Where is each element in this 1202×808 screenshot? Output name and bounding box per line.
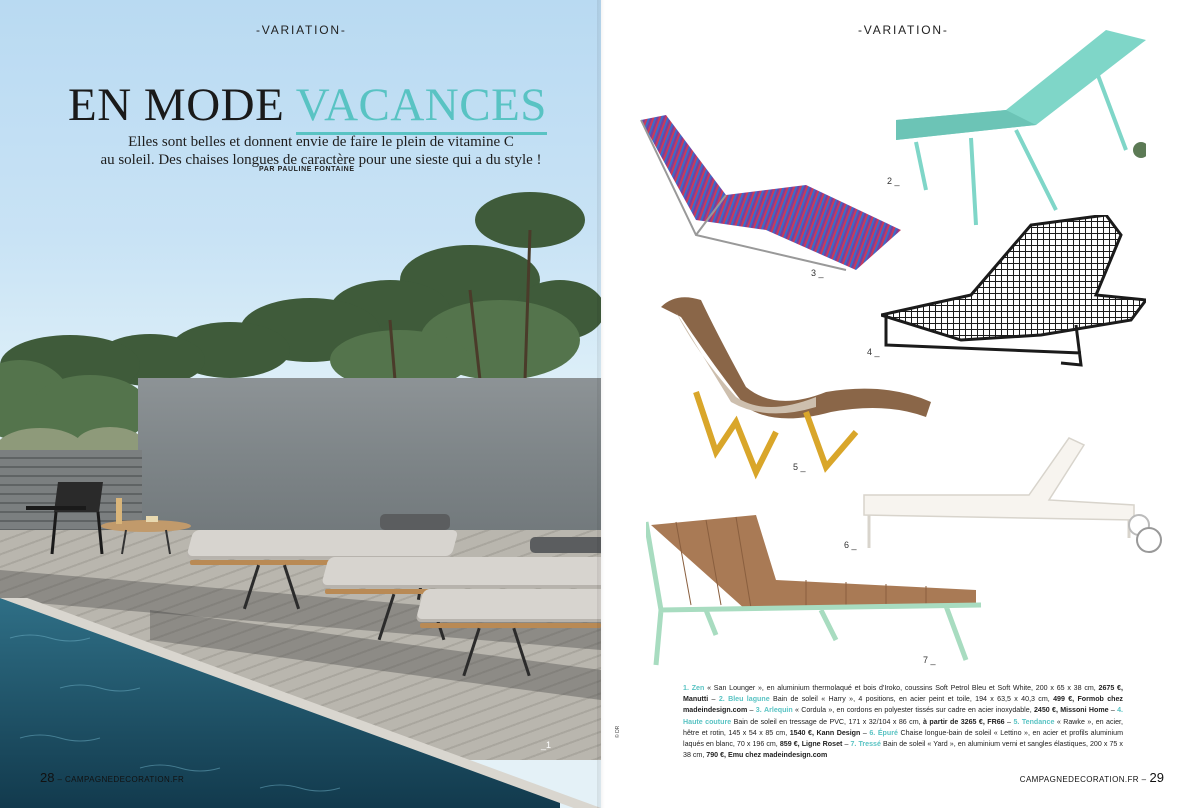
caption-5: 5. Tendance « Rawke », en acier, hêtre et rotin, 145 x 54 x 85 cm, 1540 €, Kann Design – [683,717,1123,737]
site-right: CAMPAGNEDECORATION.FR – [1019,775,1147,784]
page-gutter [597,0,605,808]
photo-number-1: _1 [541,740,552,750]
page-number-left: 28 [40,770,55,785]
product-number-6: 6 _ [844,540,857,550]
right-page [601,0,1202,808]
caption-2: 2. Bleu lagune Bain de soleil « Harry », 4 positions, en acier peint et toile, 194 x 63,5 x 40,3 cm, 499 €, Formob chez madeindesign.com – [683,695,1123,715]
product-number-7: 7 _ [923,655,936,665]
product-number-4: 4 _ [867,347,880,357]
photo-credit: © DR [615,725,621,738]
product-number-3: 3 _ [811,268,824,278]
site-left: – CAMPAGNEDECORATION.FR [57,775,185,784]
section-tag-right: -VARIATION- [858,23,949,37]
intro-line-2: au soleil. Des chaises longues de caractère pour une sieste qui a du style ! [100,152,542,168]
byline: PAR PAULINE FONTAINE [259,166,355,173]
caption-6: 6. Épuré Chaise longue-bain de soleil « Lettino », en acier et profils aluminium laqués en blanc, 70 x 196 cm, 859 €, Ligne Roset – [683,728,1123,749]
product-number-5: 5 _ [793,462,806,472]
folio-left [40,770,184,785]
folio-right [1020,770,1164,785]
headline-accent: VACANCES [296,79,547,135]
headline-plain: EN MODE [68,79,296,131]
section-tag-left: -VARIATION- [256,23,347,37]
product-2-turquoise-lounger [896,30,1146,230]
intro-text [96,133,546,169]
page-number-right: 29 [1149,770,1164,785]
caption-7: 7. Tressé Bain de soleil « Yard », en aluminium verni et sangles élastiques, 200 x 75 x 38 cm, 790 €, Emu chez madeindesign.com [683,740,1123,760]
lounger-3 [420,575,601,685]
product-3-striped-lounger [636,110,906,275]
product-captions [683,683,1123,761]
page-title [68,78,547,132]
product-number-2: 2 _ [887,176,900,186]
caption-1: 1. Zen « San Lounger », en aluminium thermolaqué et bois d'Iroko, coussins Soft Petrol Bleu et Soft White, 200 x 65 x 38 cm, 2675 €, Manutti – [683,684,1123,704]
caption-4: 4. Haute couture Bain de soleil en tressage de PVC, 171 x 32/104 x 86 cm, à partir de 3265 €, FR66 – [683,706,1124,726]
intro-line-1: Elles sont belles et donnent envie de faire le plein de vitamine C [128,134,514,150]
product-7-strap-lounger [646,510,986,670]
outdoor-chair-table [16,476,196,556]
caption-3: 3. Arlequin « Cordula », en cordons en polyester tissés sur cadre en acier inoxydable, 2450 €, Missoni Home – [755,706,1118,715]
